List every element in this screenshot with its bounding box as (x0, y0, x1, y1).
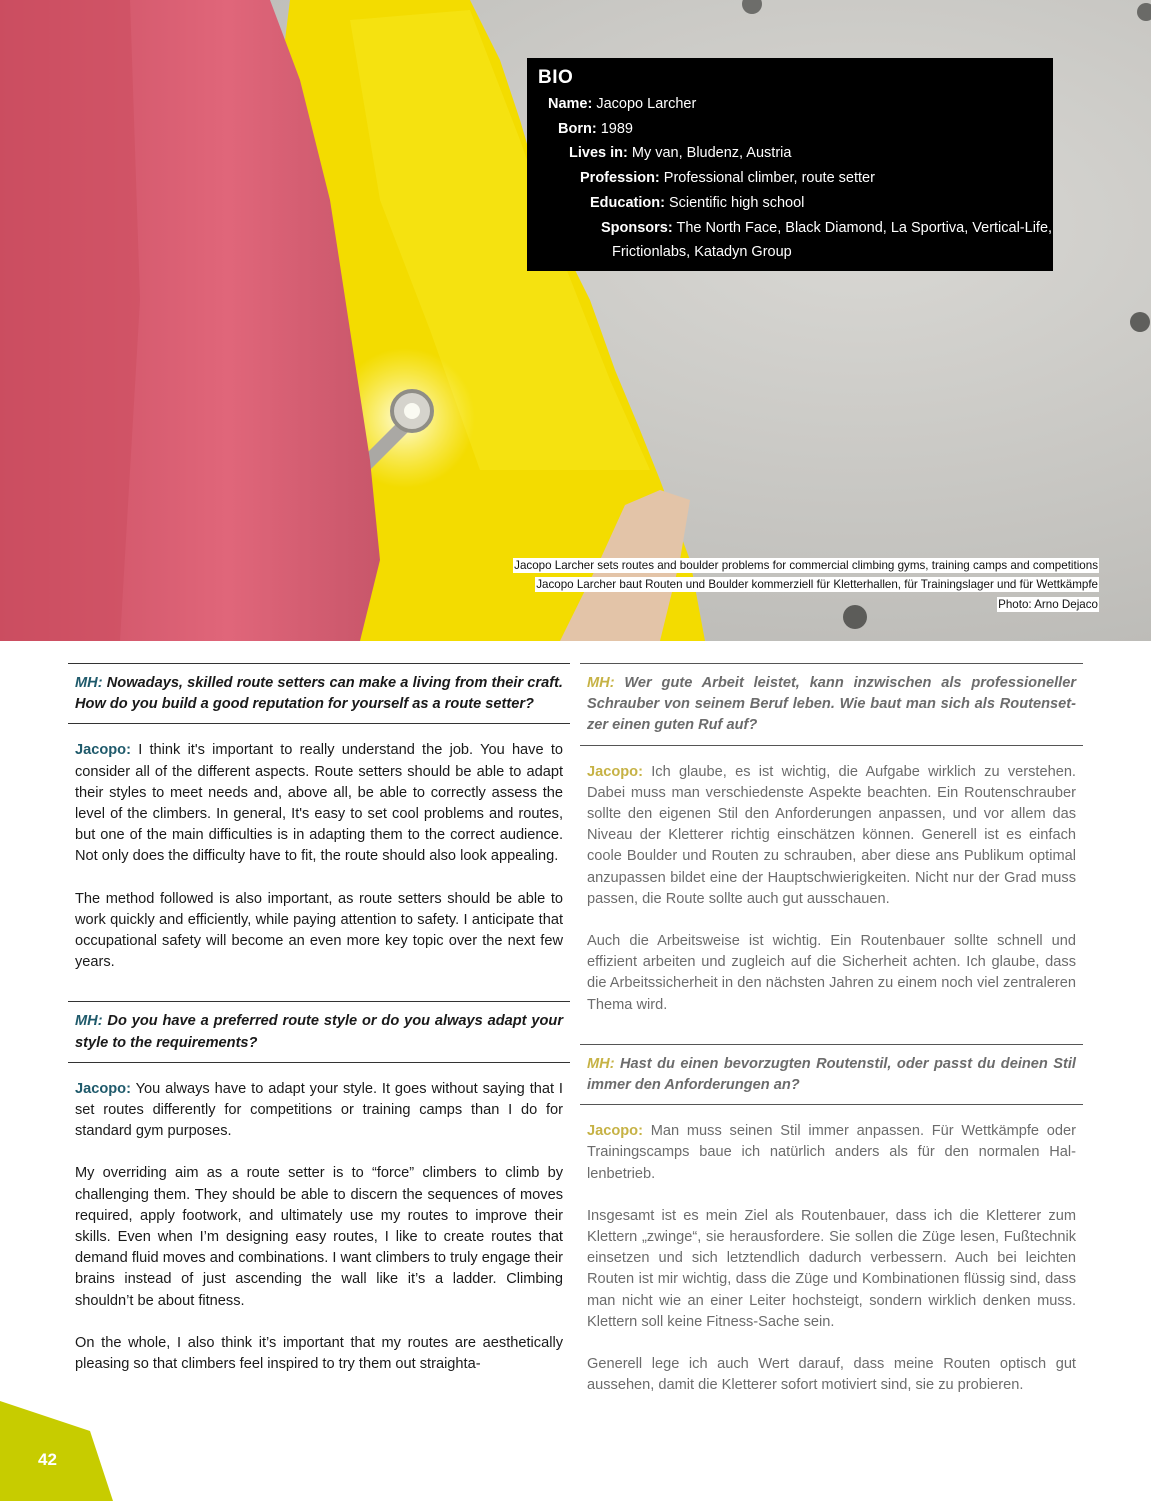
bio-title: BIO (538, 67, 574, 88)
hero-photo (0, 0, 1151, 641)
answer-2-paragraph-3-de: Generell lege ich auch Wert darauf, dass meine Routen optisch gut aussehen, damit die Kletterer sofort motiviert sind, sie zu probieren. (587, 1356, 1076, 1394)
question-text: Nowadays, skilled route setters can make a living from their craft. How do you build a good reputation for yourself as a route setter? (75, 675, 563, 713)
answer-1-paragraph-1-de: Jacopo: Ich glaube, es ist wichtig, die Aufgabe wirklich zu verstehen. Dabei muss man verschiedenste Aspekte beachten. Ein Routenschrauber sollte den eigenen Stil den Anforderungen anpassen, und vor allem das Niveau der Kletterer richtig einschätzen können. Generell ist es einfach coole Boulder und Routen zu schrauben, aber diese ans Publikum optimal anzupassen bildet eine der Hauptschwierigkeiten. Nicht nur der Grad muss passen, die Route sollte auch gut ausschauen. (587, 763, 1076, 907)
speaker-label: Jacopo: (587, 1123, 643, 1140)
question-2-de (580, 1044, 1083, 1105)
bio-lives-in: Lives in: My van, Bludenz, Austria (569, 145, 792, 161)
bio-box (527, 58, 1053, 271)
bio-born: Born: 1989 (558, 121, 633, 137)
interviewer-label: MH: (75, 1013, 103, 1030)
answer-2-paragraph-2-de: Insgesamt ist es mein Ziel als Routenbauer, dass ich die Kletterer zum Klettern „zwinge“, sie herausfordere. Sie sollen die Züge lesen, Fußtechnik einsetzen und sich letztendlich dadurch verbessern. Auch bei leichten Routen ist mir wichtig, dass die Züge und Kombinationen flüssig sind, dass man nicht wie an einer Leiter hochsteigt, sondern wirklich denken muss. Klettern soll keine Fitness-Sache sein. (587, 1207, 1076, 1330)
photo-credit: Photo: Arno Dejaco (998, 598, 1098, 611)
question-2-en (68, 1001, 570, 1062)
answer-2-paragraph-2-en: My overriding aim as a route setter is to “force” climbers to climb by challenging them. They should be able to discern the sequences of moves required, apply footwork, and ultimately use my routes to improve their skills. Even when I’m designing easy routes, I like to create routes that demand fluid moves and combinations. I want climbers to truly engage their brains instead of just ascending the wall like it’s a ladder. Climbing shouldn’t be about fitness. (75, 1165, 563, 1309)
answer-2-paragraph-3-en: On the whole, I also think it’s important that my routes are aesthetically pleasing so that climbers feel inspired to try them out straighta- (75, 1334, 563, 1373)
bio-profession: Profession: Professional climber, route setter (580, 170, 875, 186)
answer-1-paragraph-2-de: Auch die Arbeitsweise ist wichtig. Ein Routenbauer sollte schnell und effizient arbeiten und zugleich auf die Sicherheit achten. Ich glaube, dass die Arbeitssicherheit in den nächsten Jahren zu einem noch viel zentraleren Thema wird. (587, 933, 1076, 1013)
german-column (580, 663, 1083, 1396)
page-number: 42 (38, 1450, 57, 1469)
question-text: Hast du einen bevorzugten Routenstil, oder passt du deinen Stil immer den Anforderungen an? (587, 1055, 1076, 1094)
interviewer-label: MH: (587, 1055, 615, 1072)
caption-de: Jacopo Larcher baut Routen und Boulder kommerziell für Kletterhallen, für Trainingslager und für Wettkämpfe (536, 578, 1098, 591)
speaker-label: Jacopo: (75, 742, 131, 759)
bio-sponsors: Sponsors: The North Face, Black Diamond, La Sportiva, Vertical-Life, (601, 220, 1053, 236)
interviewer-label: MH: (587, 675, 615, 691)
question-1-de (580, 663, 1083, 746)
interviewer-label: MH: (75, 675, 103, 691)
bio-sponsors-cont: Frictionlabs, Katadyn Group (612, 244, 792, 260)
question-text: Do you have a preferred route style or do you always adapt your style to the requirements? (75, 1013, 563, 1051)
page-corner-tab (0, 1401, 120, 1501)
question-1-en (68, 663, 570, 724)
answer-1-paragraph-2-en: The method followed is also important, as route setters should be able to work quickly and efficiently, while paying attention to safety. I anticipate that occupational safety will become an even more key topic over the next few years. (75, 890, 563, 971)
answer-1-paragraph-1-en: Jacopo: I think it's important to really understand the job. You have to consider all of the different aspects. Route setters should be able to adapt their styles to meet needs and, above all, be able to correctly assess the level of the climbers. In general, It's easy to set cool problems and routes, but one of the main difficulties is in adapting them to the correct audience. Not only does the difficulty have to fit, the route should also look appealing. (75, 742, 563, 865)
english-column (68, 663, 570, 1375)
speaker-label: Jacopo: (587, 763, 643, 780)
bio-name: Name: Jacopo Larcher (548, 96, 697, 112)
answer-2-paragraph-1-en: Jacopo: You always have to adapt your style. It goes without saying that I set routes differently for competitions or training camps than I do for standard gym purposes. (75, 1080, 563, 1140)
bio-education: Education: Scientific high school (590, 195, 805, 211)
answer-2-paragraph-1-de: Jacopo: Man muss seinen Stil immer anpassen. Für Wettkämpfe oder Trainingscamps baue ich natürlich anders als für den normalen Hallenbetrieb. (587, 1123, 1076, 1182)
speaker-label: Jacopo: (75, 1080, 131, 1097)
question-text: Wer gute Arbeit leistet, kann inzwischen als professioneller Schrauber von seinem Beruf leben. Wie baut man sich als Routensetzer einen guten Ruf auf? (587, 675, 1077, 734)
caption-en: Jacopo Larcher sets routes and boulder problems for commercial climbing gyms, training camps and competitions (514, 559, 1098, 572)
